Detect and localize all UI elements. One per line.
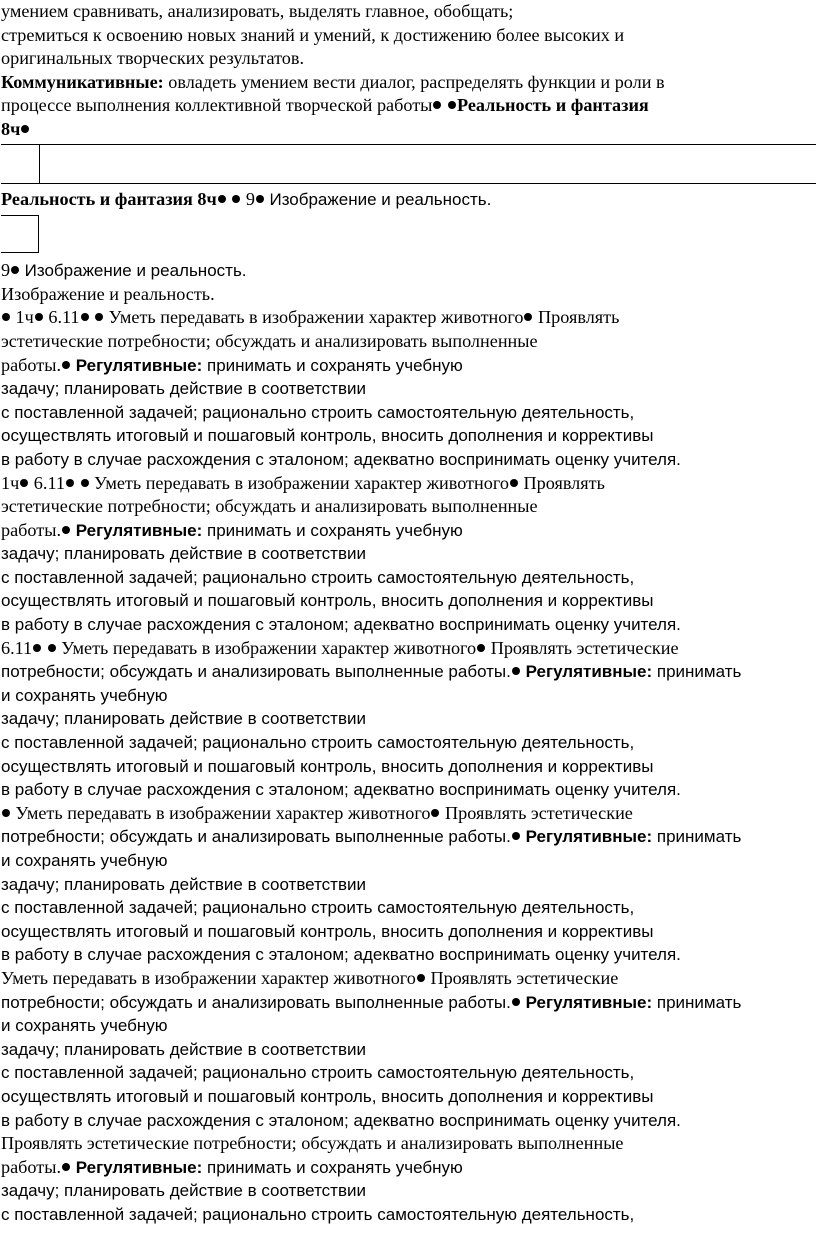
needs-text: потребности; обсуждать и анализировать выполненные работы. [1,827,511,847]
regulatory-label: Регулятивные: [520,827,653,847]
regulatory-keep: и сохранять учебную [1,685,168,705]
bullet-icon [62,526,70,534]
bullet-icon [433,101,441,109]
regulatory-tail: в работу в случае расхождения с эталоном; адекватно воспринимать оценку учителя. [1,449,681,469]
regulatory-line [1,354,816,378]
bullet-icon [510,479,518,487]
bullet-icon [477,644,485,652]
needs-text: потребности; обсуждать и анализировать выполненные работы. [1,992,511,1012]
bullet-icon [256,195,264,203]
regulatory-tail: осуществлять итоговый и пошаговый контроль, вносить дополнения и коррективы [1,1086,654,1106]
regulatory-tail: с поставленной задачей; рационально строить самостоятельную деятельность, [1,733,635,753]
work-text: работы. [1,519,61,540]
bullet-icon [95,313,103,321]
bullet-icon [2,809,10,817]
regulatory-tail: в работу в случае расхождения с эталоном; адекватно воспринимать оценку учителя. [1,780,681,800]
regulatory-text: принимать и сохранять учебную [202,520,463,540]
bullet-icon [11,266,19,274]
skill-text: Уметь передавать в изображении характер животного [11,802,431,823]
regulatory-tail: задачу; планировать действие в соответствии [1,874,366,894]
aesthetic-text: Проявлять [518,472,605,493]
regulatory-tail: с поставленной задачей; рационально строить самостоятельную деятельность, [1,1204,635,1224]
regulatory-line [1,519,816,543]
regulatory-tail: в работу в случае расхождения с эталоном; адекватно воспринимать оценку учителя. [1,1110,681,1130]
regulatory-tail: осуществлять итоговый и пошаговый контроль, вносить дополнения и коррективы [1,921,654,941]
intro-line: умением сравнивать, анализировать, выделять главное, обобщать; [1,1,514,21]
section-hours-line [1,118,816,142]
regulatory-keep: и сохранять учебную [1,1016,168,1036]
aesthetic-text: Проявлять эстетические [486,637,679,658]
communicative-line [1,94,816,118]
aesthetic-text: эстетические потребности; обсуждать и анализировать выполненные [1,330,538,351]
regulatory-tail: осуществлять итоговый и пошаговый контроль, вносить дополнения и коррективы [1,591,654,611]
regulatory-label: Регулятивные: [520,992,653,1012]
work-text: работы. [1,1156,61,1177]
regulatory-tail: задачу; планировать действие в соответствии [1,1181,366,1201]
aesthetic-text: Проявлять эстетические потребности; обсуждать и анализировать выполненные [1,1133,624,1154]
regulatory-line [1,825,816,849]
skill-line [1,802,816,826]
bullet-icon [21,125,29,133]
table-cell [39,145,40,183]
regulatory-tail: осуществлять итоговый и пошаговый контроль, вносить дополнения и коррективы [1,426,654,446]
regulatory-text: принимать [652,992,742,1012]
regulatory-text: принимать [652,827,742,847]
regulatory-tail: в работу в случае расхождения с эталоном; адекватно воспринимать оценку учителя. [1,945,681,965]
bullet-icon [62,361,70,369]
regulatory-text: принимать и сохранять учебную [202,1157,463,1177]
regulatory-tail: с поставленной задачей; рационально строить самостоятельную деятельность, [1,567,635,587]
aesthetic-text: Проявлять эстетические [440,802,633,823]
section-title: Реальность и фантазия [456,95,649,116]
bullet-icon [417,974,425,982]
regulatory-tail: в работу в случае расхождения с эталоном; адекватно воспринимать оценку учителя. [1,615,681,635]
skill-line [1,306,816,330]
skill-text: Уметь передавать в изображении характер животного [1,967,416,988]
section-title: Реальность и фантазия 8ч [1,188,217,209]
communicative-text: овладеть умением вести диалог, распределять функции и роли в [163,71,665,92]
skill-text: Уметь передавать в изображении характер животного [89,472,509,493]
bullet-icon [524,313,532,321]
lesson-title: Изображение и реальность. [1,283,215,304]
date: 6.11 [43,307,80,328]
regulatory-tail: с поставленной задачей; рационально строить самостоятельную деятельность, [1,1063,635,1083]
date: 6.11 [1,637,33,658]
hours: 1ч [11,307,34,328]
communicative-label: Коммуникативные: [1,71,164,92]
aesthetic-text: Проявлять [533,307,620,328]
skill-text: Уметь передавать в изображении характер животного [56,637,477,658]
regulatory-label: Регулятивные: [71,1157,203,1177]
regulatory-label: Регулятивные: [71,520,203,540]
bullet-icon [35,313,43,321]
intro-line: стремиться к освоению новых знаний и умений, к достижению более высоких и [1,24,625,45]
regulatory-tail: задачу; планировать действие в соответствии [1,544,366,564]
regulatory-text: принимать [652,662,742,682]
work-text: работы. [1,354,61,375]
skill-line [1,472,816,496]
regulatory-label: Регулятивные: [520,662,653,682]
regulatory-tail: осуществлять итоговый и пошаговый контроль, вносить дополнения и коррективы [1,756,654,776]
bullet-icon [512,832,520,840]
bullet-icon [48,644,56,652]
bullet-icon [20,479,28,487]
bullet-icon [2,313,10,321]
communicative-text: процессе выполнения коллективной творческой работы [1,95,433,116]
section-hours: 8ч [1,118,21,139]
regulatory-tail: задачу; планировать действие в соответствии [1,1039,366,1059]
bullet-icon [448,101,456,109]
regulatory-line [1,1156,816,1180]
needs-text: потребности; обсуждать и анализировать выполненные работы. [1,662,511,682]
section-line [1,188,816,212]
date: 6.11 [29,472,65,493]
bullet-icon [81,313,89,321]
lesson-title: Изображение и реальность. [24,261,247,281]
lesson-number: 9 [1,260,11,281]
lesson-number: 9 [241,188,255,209]
regulatory-tail: с поставленной задачей; рационально строить самостоятельную деятельность, [1,898,635,918]
hours: 1ч [1,472,20,493]
regulatory-text: принимать и сохранять учебную [202,355,463,375]
regulatory-label: Регулятивные: [71,355,203,375]
regulatory-tail: задачу; планировать действие в соответствии [1,379,366,399]
communicative-line [1,71,816,95]
bullet-icon [431,809,439,817]
aesthetic-text: эстетические потребности; обсуждать и анализировать выполненные [1,496,538,517]
lesson-title: Изображение и реальность. [269,189,492,209]
bullet-icon [66,479,74,487]
bullet-icon [512,667,520,675]
skill-text: Уметь передавать в изображении характер животного [104,307,524,328]
bullet-icon [62,1163,70,1171]
lesson-line [1,259,816,283]
regulatory-keep: и сохранять учебную [1,851,168,870]
skill-line [1,967,816,991]
bullet-icon [232,195,240,203]
regulatory-tail: задачу; планировать действие в соответствии [1,709,366,729]
bullet-icon [81,479,89,487]
bullet-icon [512,998,520,1006]
regulatory-tail: с поставленной задачей; рационально строить самостоятельную деятельность, [1,402,635,422]
table-cell-empty [1,215,39,253]
skill-line [1,637,816,661]
intro-line: оригинальных творческих результатов. [1,48,305,69]
bullet-icon [33,644,41,652]
aesthetic-text: Проявлять эстетические [425,967,619,988]
regulatory-line [1,660,816,684]
regulatory-line [1,991,816,1015]
table-row-empty [1,144,816,184]
bullet-icon [218,195,226,203]
